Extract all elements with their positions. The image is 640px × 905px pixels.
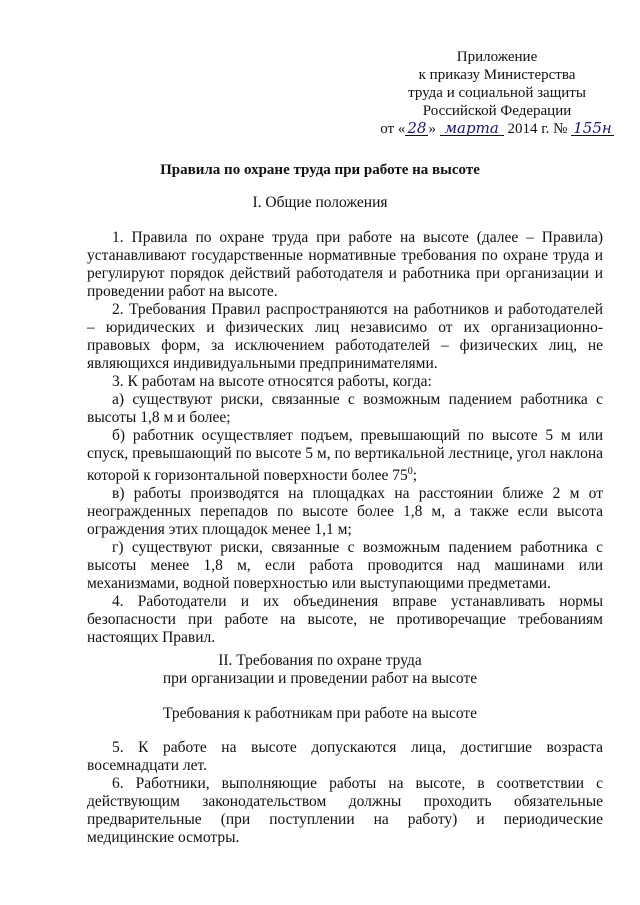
section-2-heading-line-1: II. Требования по охране труда [218, 652, 422, 669]
date-prefix: от « [380, 121, 406, 137]
paragraph-3a: а) существуют риски, связанные с возможным падением работника с высоты 1,8 м и более; [87, 391, 603, 426]
handwritten-month: марта [440, 121, 504, 136]
paragraph-3c: в) работы производятся на площадках на расстоянии ближе 2 м от неогражденных перепадов по высоте более 1,8 м, а также если высота ограждения этих площадок менее 1,1 м; [87, 485, 603, 539]
subsection-heading: Требования к работникам при работе на высоте [162, 705, 478, 722]
section-1-body [87, 229, 603, 647]
handwritten-day: 28 [407, 119, 427, 137]
paragraph-1: 1. Правила по охране труда при работе на высоте (далее – Правила) устанавливают государственные нормативные требования по охране труда и регулируют порядок действий работодателя и работника при организации и проведении работ на высоте. [87, 229, 603, 300]
paragraph-6: 6. Работники, выполняющие работы на высоте, в соответствии с действующим законодательством должны проходить обязательные предварительные (при поступлении на работу) и периодические медицинские осмотры. [87, 775, 603, 846]
appendix-line-1: Приложение [456, 49, 538, 65]
appendix-line-2: к приказу Министерства [418, 67, 576, 83]
appendix-line-3: труда и социальной защиты [408, 85, 586, 101]
degree-superscript: 0 [407, 466, 413, 477]
paragraph-4: 4. Работодатели и их объединения вправе устанавливать нормы безопасности при работе на высоте, не противоречащие требованиям настоящих Правил. [87, 593, 603, 647]
section-2-body [87, 739, 603, 847]
section-2-heading-line-2: при организации и проведении работ на высоте [162, 670, 478, 687]
appendix-header [372, 48, 622, 138]
paragraph-3b-tail: ; [412, 467, 418, 485]
date-mid: » [428, 121, 436, 137]
date-year: 2014 г. № [507, 121, 568, 137]
appendix-date-line [372, 120, 622, 138]
paragraph-5: 5. К работе на высоте допускаются лица, достигшие возраста восемнадцати лет. [87, 739, 603, 774]
document-title: Правила по охране труда при работе на высоте [160, 162, 480, 178]
handwritten-order-number: 155н [573, 119, 612, 137]
paragraph-3d: г) существуют риски, связанные с возможным падением работника с высоты менее 1,8 м, если работа проводится над машинами или механизмами, водной поверхностью или выступающими предметами. [87, 539, 603, 593]
paragraph-3b-text: б) работник осуществляет подъем, превышающий по высоте 5 м или спуск, превышающий по высоте 5 м, по вертикальной лестнице, угол наклона которой к горизонтальной поверхности более 75 [87, 427, 603, 485]
paragraph-3: 3. К работам на высоте относятся работы, когда: [112, 373, 432, 390]
paragraph-3b [87, 427, 603, 485]
section-1-heading: I. Общие положения [252, 194, 388, 211]
paragraph-2: 2. Требования Правил распространяются на работников и работодателей – юридических и физических лиц независимо от их организационно-правовых форм, за исключением работодателей – физических лиц, не являющихся индивидуальными предпринимателями. [87, 301, 603, 372]
appendix-line-4: Российской Федерации [422, 103, 572, 119]
